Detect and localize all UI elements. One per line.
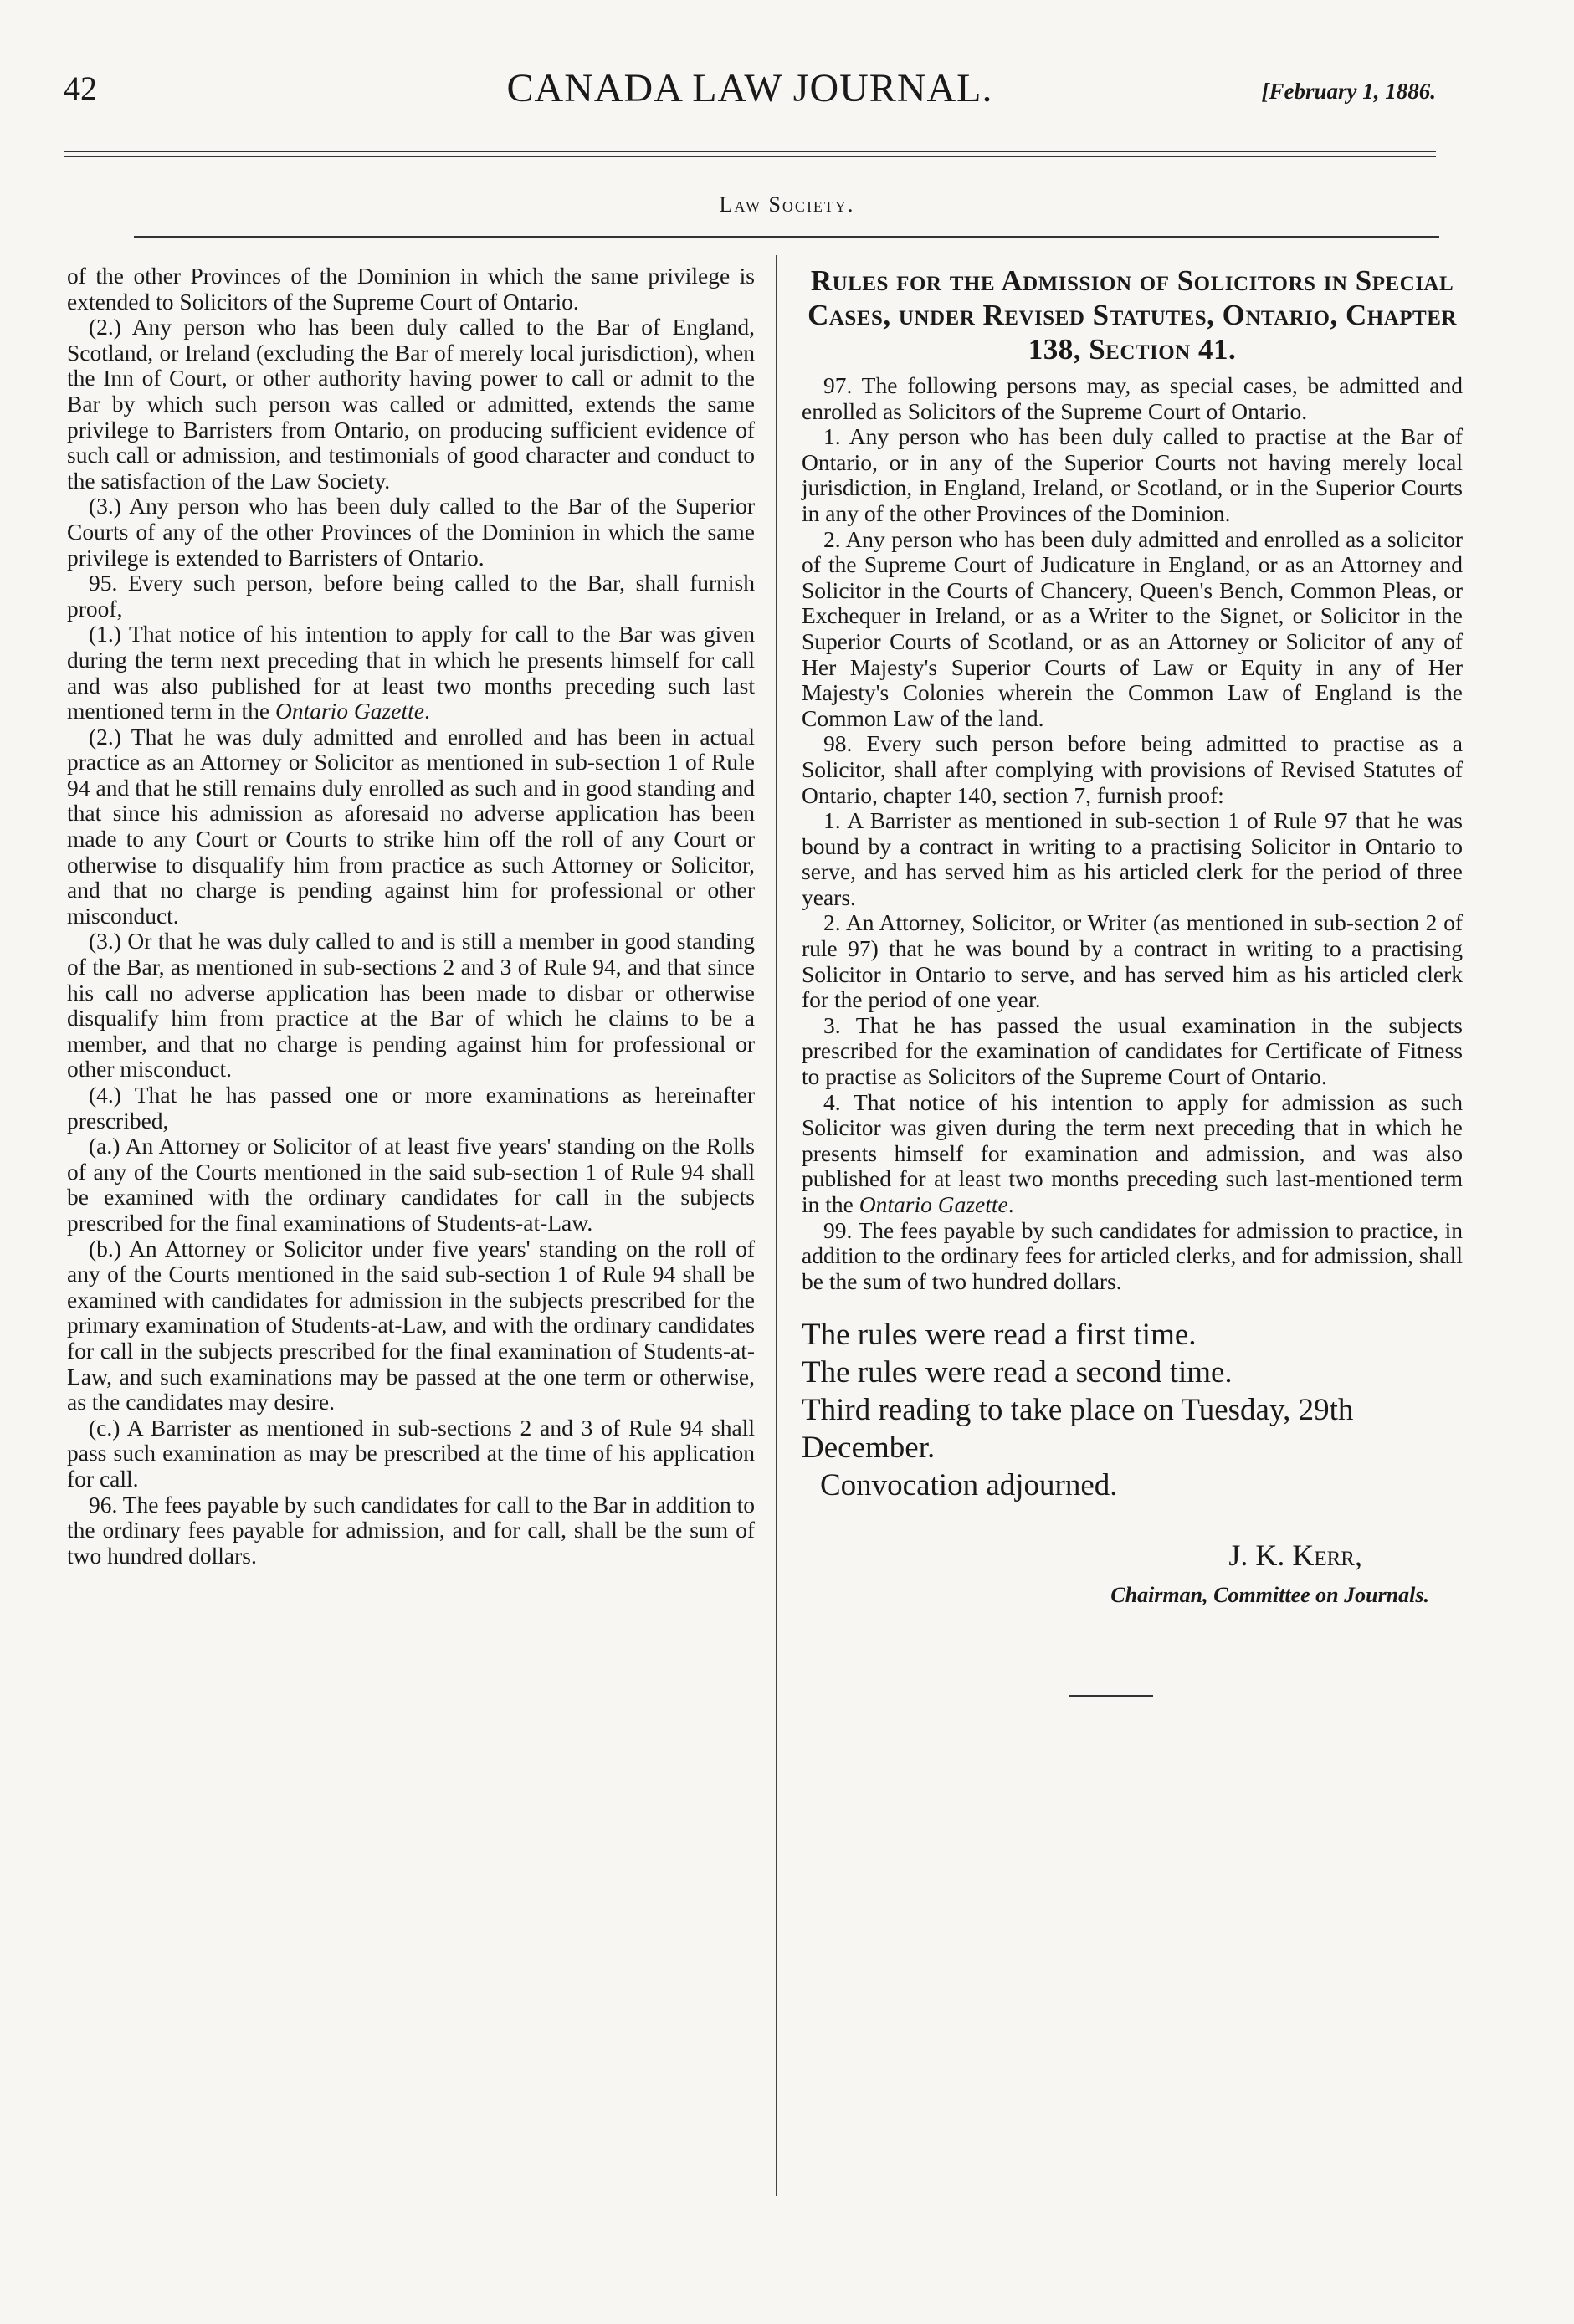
rules-heading: Rules for the Admission of Solicitors in Special Cases, under Revised Statutes, Ontario, Chapter 138, Section 41. xyxy=(808,264,1457,366)
left-column xyxy=(67,264,755,1569)
right-paragraph: 2. Any person who has been duly admitted and enrolled as a solicitor of the Supreme Court of Judicature in England, or as an Attorney and Solicitor in the Courts of Chancery, Queen's Bench, Common Pleas, or Exchequer in Ireland, or as a Writer to the Signet, or Solicitor in the Superior Courts of Scotland, or as an Attorney or Solicitor of any of Her Majesty's Superior Courts of Law or Equity in any of Her Majesty's Colonies wherein the Common Law of England is the Common Law of the land. xyxy=(802,525,1463,731)
left-paragraph: (3.) Any person who has been duly called to the Bar of the Superior Courts of any of the other Provinces of the Dominion in which the same privilege is extended to Barristers of Ontario. xyxy=(67,493,755,571)
left-paragraph: (c.) A Barrister as mentioned in sub-sections 2 and 3 of Rule 94 shall pass such examination as may be prescribed at the time of his application for call. xyxy=(67,1414,755,1492)
header-rule-top xyxy=(64,151,1436,152)
end-rule xyxy=(1069,1695,1153,1697)
left-paragraph: (a.) An Attorney or Solicitor of at least five years' standing on the Rolls of any of the Courts mentioned in the said sub-section 1 of Rule 94 shall be examined with the ordinary candidates for call in the subjects prescribed for the final examinations of Students-at-Law. xyxy=(67,1133,755,1236)
left-paragraph: (2.) That he was duly admitted and enrolled and has been in actual practice as an Attorney or Solicitor as mentioned in sub-section 1 of Rule 94 and that he still remains duly enrolled as such and in good standing and that since his admission as aforesaid no adverse application has been made to any Court or Courts to strike him off the roll of any Court or otherwise to disqualify him from practice as such Attorney or Solicitor, and that no charge is pending against him for professional or other misconduct. xyxy=(67,723,755,929)
gazette-title: Ontario Gazette xyxy=(274,698,424,724)
right-paragraph: 2. An Attorney, Solicitor, or Writer (as mentioned in sub-section 2 of rule 97) that he was bound by a contract in writing to a practising Solicitor in Ontario to serve, and has served him as his articled clerk for the period of one year. xyxy=(802,909,1463,1013)
section-title: Law Society. xyxy=(719,192,855,217)
signature-role: Chairman, Committee on Journals. xyxy=(1110,1583,1429,1608)
page-number: 42 xyxy=(64,69,97,107)
signature-block xyxy=(802,1538,1463,1608)
right-paragraph: 99. The fees payable by such candidates for admission to practice, in addition to the ordinary fees for articled clerks, and for admission, shall be the sum of two hundred dollars. xyxy=(802,1216,1463,1294)
right-column xyxy=(802,264,1463,1697)
left-paragraph: (2.) Any person who has been duly called to the Bar of England, Scotland, or Ireland (excluding the Bar of merely local jurisdiction), when the Inn of Court, or other authority having power to call or admit to the Bar by which such person was called or admitted, extends the same privilege to Barristers from Ontario, on producing sufficient evidence of such call or admission, and testimonials of good character and conduct to the satisfaction of the Law Society. xyxy=(67,314,755,494)
column-divider xyxy=(776,255,777,2196)
right-paragraph: 1. A Barrister as mentioned in sub-section 1 of Rule 97 that he was bound by a contract in writing to a practising Solicitor in Ontario to serve, and has served him as his articled clerk for the period of three years. xyxy=(802,807,1463,910)
left-paragraph: (4.) That he has passed one or more examinations as hereinafter prescribed, xyxy=(67,1082,755,1134)
left-paragraph: of the other Provinces of the Dominion in which the same privilege is extended to Solicitors of the Supreme Court of Ontario. xyxy=(67,263,755,315)
note-line: The rules were read a first time. xyxy=(802,1318,1197,1353)
left-paragraph: 96. The fees payable by such candidates for call to the Bar in addition to the ordinary fees payable for admission, and for call, shall be the sum of two hundred dollars. xyxy=(67,1491,755,1569)
journal-title: CANADA LAW JOURNAL. xyxy=(506,66,993,110)
left-paragraph: (b.) An Attorney or Solicitor under five years' standing on the roll of any of the Courts mentioned in the said sub-section 1 of Rule 94 shall be examined with candidates for admission in the subjects prescribed for the primary examination of Students-at-Law, and with the ordinary candidates for call in the subjects prescribed for the final examination of Students-at-Law, and such examinations may be passed at the one term or otherwise, as the candidates may desire. xyxy=(67,1235,755,1415)
gazette-title: Ontario Gazette xyxy=(859,1191,1008,1217)
right-paragraph: 98. Every such person before being admitted to practise as a Solicitor, shall after complying with provisions of Revised Statutes of Ontario, chapter 140, section 7, furnish proof: xyxy=(802,730,1463,808)
left-paragraph: (1.) That notice of his intention to apply for call to the Bar was given during the term next preceding that in which he presents himself for call and was also published for at least two months preceding such last mentioned term in the Ontario Gazette. xyxy=(67,621,755,724)
convocation-notes xyxy=(802,1316,1463,1504)
header-rule-bottom xyxy=(64,156,1436,157)
right-paragraph: 4. That notice of his intention to apply for admission as such Solicitor was given during the term next preceding that in which he presents himself for examination and admission, and was also published for at least two months preceding such last-mentioned term in the Ontario Gazette. xyxy=(802,1088,1463,1217)
signature-name: J. K. Kerr, xyxy=(1228,1538,1362,1573)
issue-date: [February 1, 1886. xyxy=(1261,79,1436,104)
left-paragraph: 95. Every such person, before being called to the Bar, shall furnish proof, xyxy=(67,570,755,622)
right-paragraph: 3. That he has passed the usual examination in the subjects prescribed for the examination of candidates for Certificate of Fitness to practise as Solicitors of the Supreme Court of Ontario. xyxy=(802,1011,1463,1090)
left-paragraph: (3.) Or that he was duly called to and is still a member in good standing of the Bar, as mentioned in sub-sections 2 and 3 of Rule 94, and that since his call no adverse application has been made to disbar or otherwise disqualify him from practice at the Bar of which he claims to be a member, and that no charge is pending against him for professional or other misconduct. xyxy=(67,928,755,1083)
right-paragraph: 97. The following persons may, as special cases, be admitted and enrolled as Solicitors of the Supreme Court of Ontario. xyxy=(802,372,1463,424)
section-rule xyxy=(134,236,1439,238)
page-header xyxy=(64,65,1436,132)
note-line: Convocation adjourned. xyxy=(820,1468,1118,1503)
note-line: The rules were read a second time. xyxy=(802,1355,1233,1390)
note-line: Third reading to take place on Tuesday, 29th December. xyxy=(802,1393,1354,1466)
right-paragraph: 1. Any person who has been duly called to practise at the Bar of Ontario, or in any of the Superior Courts not having merely local jurisdiction, in England, Ireland, or Scotland, or in the Superior Courts in any of the other Provinces of the Dominion. xyxy=(802,423,1463,526)
